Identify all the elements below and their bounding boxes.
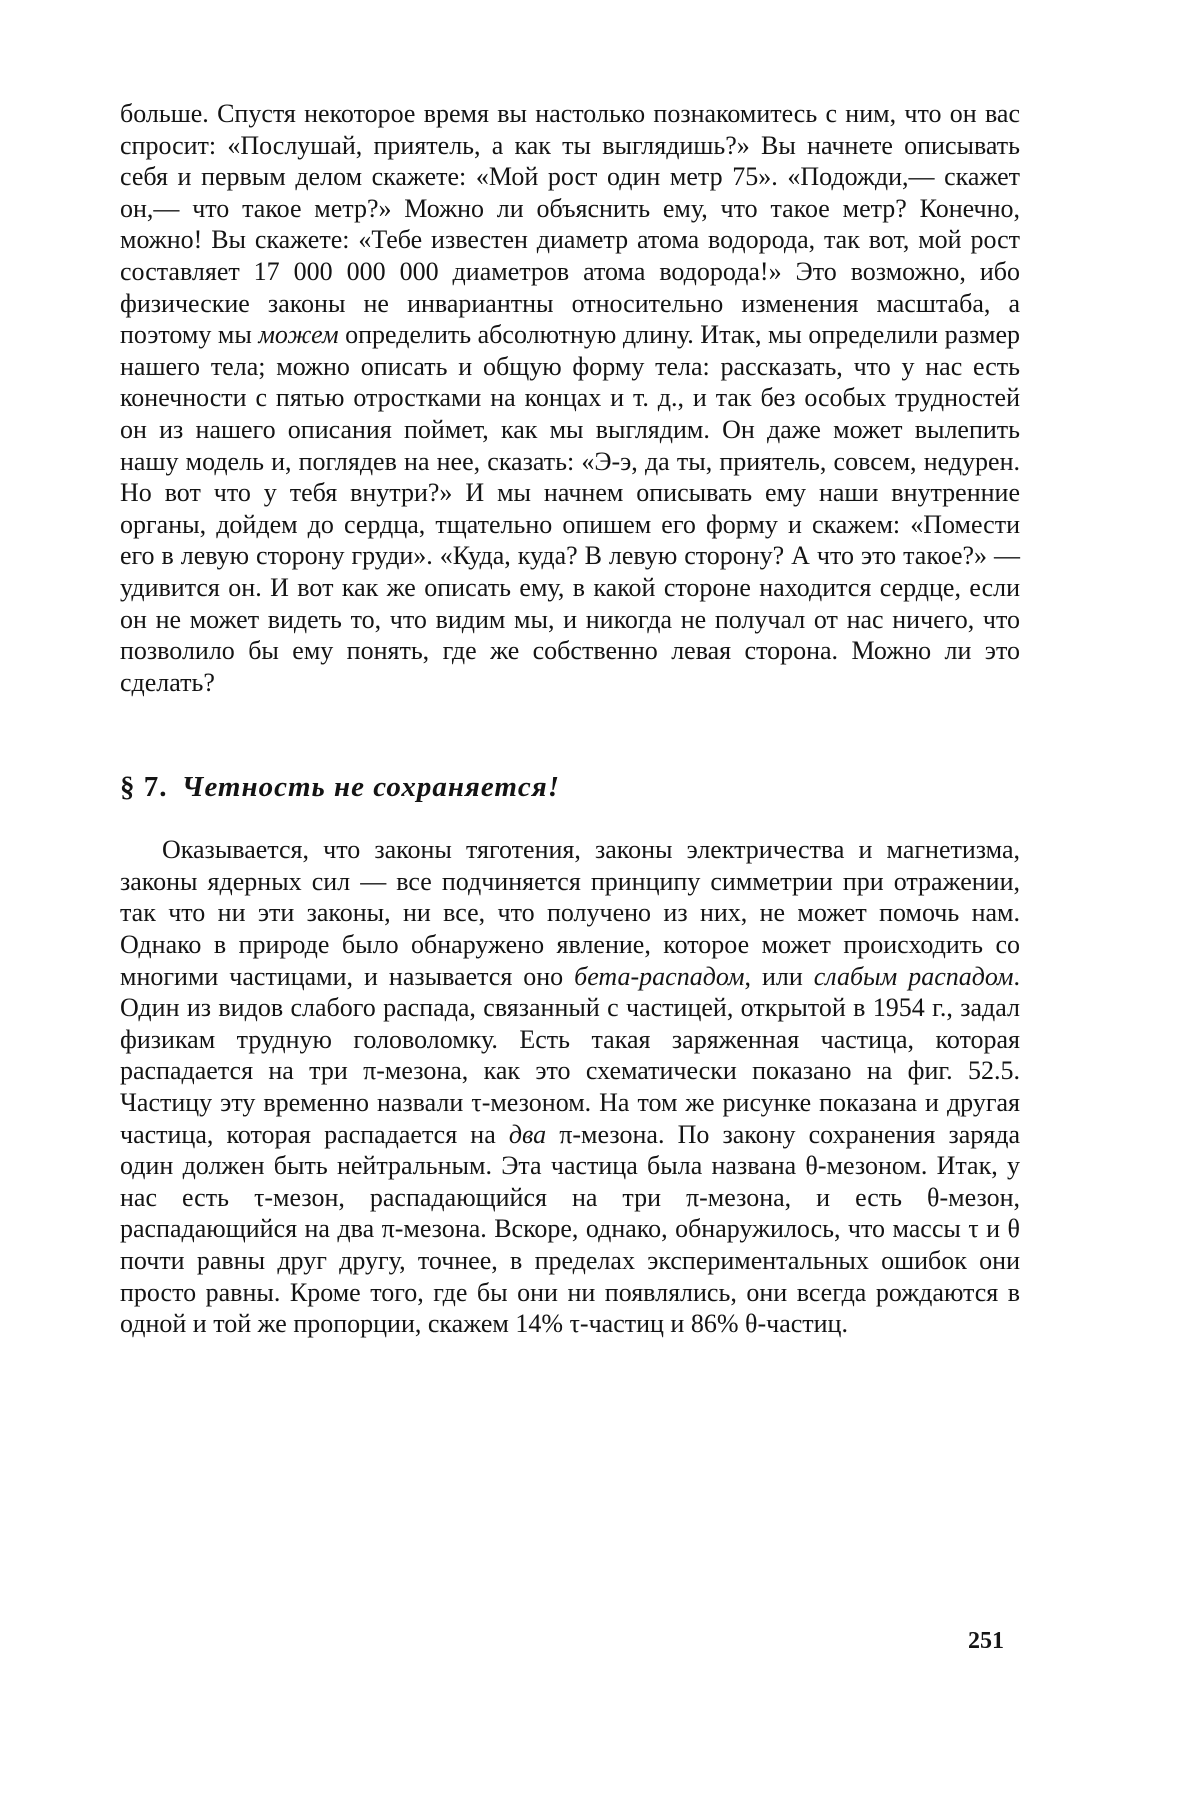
section-heading — [120, 770, 1020, 804]
paragraph-2-emphasis-two: два — [508, 1119, 547, 1149]
paragraph-1-text-a: больше. Спустя некоторое время вы настолько познакомитесь с ним, что он вас спросит: «Послушай, приятель, а как ты выглядишь?» Вы начнете описывать себя и первым делом скажете: «Мой рост один метр 75». «Подожди,— скажет он,— что такое метр?» Можно ли объяснить ему, что такое метр? Конечно, можно! Вы скажете: «Тебе известен диаметр атома водорода, так вот, мой рост составляет 17 000 000 000 диаметров атома водорода!» Это возможно, ибо физические законы не инвариантны относительно изменения масштаба, а поэтому мы — [120, 99, 1020, 350]
paragraph-2-text-a: Оказывается, что законы тяготения, законы электричества и магнетизма, законы ядерных сил — все подчиняется принципу симметрии при отражении, так что ни эти законы, ни все, что получено из них, не может помочь нам. Однако в природе было обнаружено явление, которое может происходить со многими частицами, и называется оно — [120, 835, 1020, 991]
paragraph-1-emphasis: можем — [258, 320, 339, 350]
body-paragraph-2 — [120, 834, 1020, 1340]
paragraph-2-text-b: , или — [744, 961, 814, 991]
body-paragraph-1 — [120, 98, 1020, 698]
section-number: § 7. — [120, 771, 168, 804]
paragraph-2-text-d: π-мезона. По закону сохранения заряда один должен быть нейтральным. Эта частица была названа θ-мезоном. Итак, у нас есть τ-мезон, распадающийся на три π-мезона, и есть θ-мезон, распадающийся на два π-мезона. Вскоре, однако, обнаружилось, что массы τ и θ почти равны друг другу, точнее, в пределах экспериментальных ошибок они просто равны. Кроме того, где бы они ни появлялись, они всегда рождаются в одной и той же пропорции, скажем 14% τ-частиц и 86% θ-частиц. — [120, 1119, 1020, 1339]
paragraph-2-text-c: . Один из видов слабого распада, связанный с частицей, открытой в 1954 г., задал физикам трудную головоломку. Есть такая заряженная частица, которая распадается на три π-мезона, как это схематически показано на фиг. 52.5. Частицу эту временно назвали τ-мезоном. На том же рисунке показана и другая частица, которая распадается на — [120, 961, 1020, 1149]
section-title: Четность не сохраняется! — [181, 771, 560, 804]
paragraph-2-emphasis-weak-decay: слабым распадом — [813, 961, 1014, 991]
page-number: 251 — [968, 1628, 1004, 1654]
book-page-text — [120, 98, 1020, 1340]
paragraph-2-emphasis-beta-decay: бета-распадом — [574, 961, 745, 991]
paragraph-1-text-b: определить абсолютную длину. Итак, мы определили размер нашего тела; можно описать и общую форму тела: рассказать, что у нас есть конечности с пятью отростками на концах и т. д., и так без особых трудностей он из нашего описания поймет, как мы выглядим. Он даже может вылепить нашу модель и, поглядев на нее, сказать: «Э-э, да ты, приятель, совсем, недурен. Но вот что у тебя внутри?» И мы начнем описывать ему наши внутренние органы, дойдем до сердца, тщательно опишем его форму и скажем: «Помести его в левую сторону груди». «Куда, куда? В левую сторону? А что это такое?» — удивится он. И вот как же описать ему, в какой стороне находится сердце, если он не может видеть то, что видим мы, и никогда не получал от нас ничего, что позволило бы ему понять, где же собственно левая сторона. Можно ли это сделать? — [120, 320, 1020, 697]
